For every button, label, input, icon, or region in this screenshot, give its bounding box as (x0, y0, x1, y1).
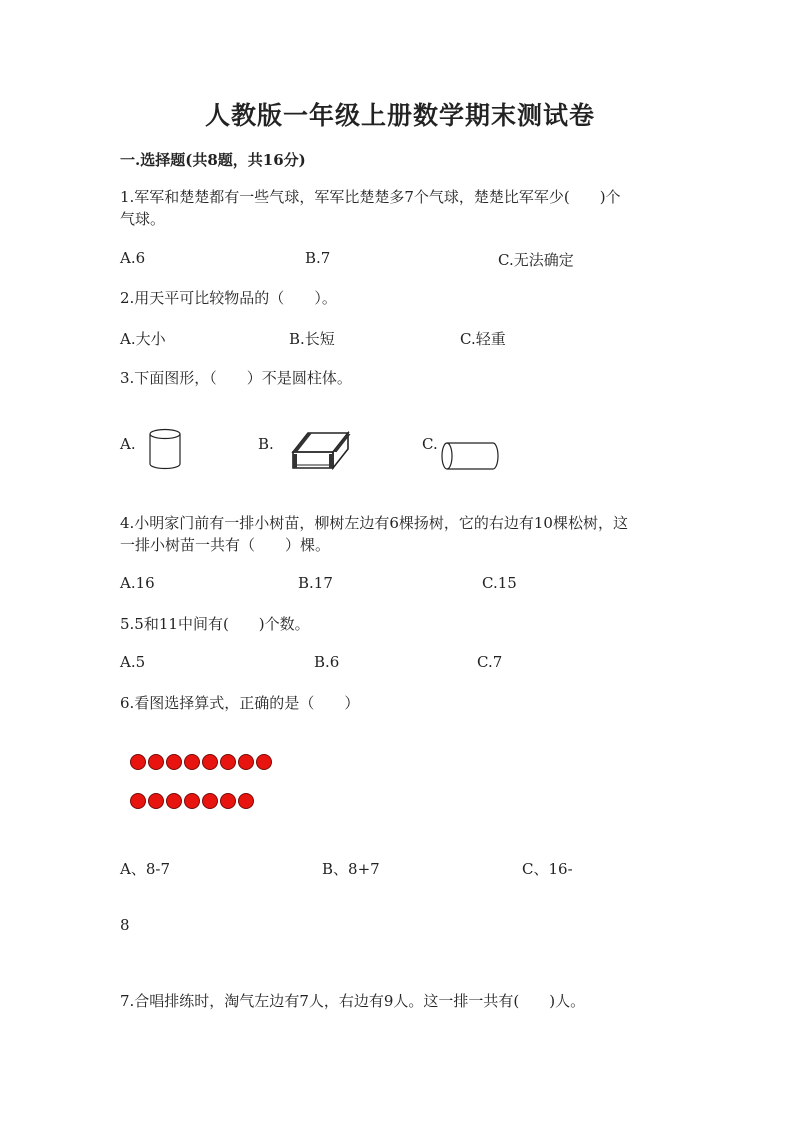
question-6-option-a[interactable]: A、8-7 (120, 860, 170, 878)
question-6-option-b[interactable]: B、8+7 (322, 860, 380, 878)
question-6-option-c[interactable]: C、16- (522, 860, 573, 878)
question-4-option-a[interactable]: A.16 (120, 574, 155, 592)
question-5-option-c[interactable]: C.7 (477, 653, 503, 671)
red-dot (202, 754, 218, 770)
question-1-text-line2: 气球。 (120, 210, 166, 228)
question-1-option-c[interactable]: C.无法确定 (498, 251, 574, 269)
cylinder-horizontal-icon (440, 440, 502, 472)
cuboid-icon (290, 428, 354, 472)
question-4-option-b[interactable]: B.17 (298, 574, 333, 592)
question-2-option-b[interactable]: B.长短 (289, 330, 335, 348)
question-1-option-a[interactable]: A.6 (120, 249, 146, 267)
question-2-option-c[interactable]: C.轻重 (460, 330, 506, 348)
page-title: 人教版一年级上册数学期末测试卷 (204, 101, 595, 130)
question-1-option-b[interactable]: B.7 (305, 249, 331, 267)
red-dot (166, 754, 182, 770)
question-2-text: 2.用天平可比较物品的（ ）。 (120, 289, 337, 307)
red-dot (184, 793, 200, 809)
red-dot (184, 754, 200, 770)
question-7-text: 7.合唱排练时，淘气左边有7人，右边有9人。这一排一共有( )人。 (120, 992, 586, 1010)
question-2-option-a[interactable]: A.大小 (120, 330, 166, 348)
red-dot (220, 754, 236, 770)
question-3-option-b[interactable]: B. (258, 435, 274, 453)
question-4-text-line1: 4.小明家门前有一排小树苗，柳树左边有6棵扬树，它的右边有10棵松树，这 (120, 514, 628, 532)
red-dot (256, 754, 272, 770)
question-6-text: 6.看图选择算式，正确的是（ ） (120, 694, 360, 712)
red-dot (148, 754, 164, 770)
question-3-option-c[interactable]: C. (422, 435, 438, 453)
red-dot (238, 754, 254, 770)
red-dot (130, 754, 146, 770)
red-dot (130, 793, 146, 809)
red-dot (166, 793, 182, 809)
red-dot (238, 793, 254, 809)
question-3-option-a[interactable]: A. (120, 435, 136, 453)
question-5-option-b[interactable]: B.6 (314, 653, 340, 671)
question-6-option-c-wrap: 8 (120, 916, 130, 934)
question-5-option-a[interactable]: A.5 (120, 653, 146, 671)
question-4-option-c[interactable]: C.15 (482, 574, 517, 592)
question-5-text: 5.5和11中间有( )个数。 (120, 615, 310, 633)
section-heading: 一.选择题(共8题，共16分) (120, 151, 306, 169)
question-4-text-line2: 一排小树苗一共有（ ）棵。 (120, 536, 331, 554)
red-dot (202, 793, 218, 809)
cylinder-upright-icon (148, 428, 188, 470)
dot-row-top (130, 754, 272, 770)
question-1-text-line1: 1.军军和楚楚都有一些气球，军军比楚楚多7个气球，楚楚比军军少( )个 (120, 188, 621, 206)
question-3-text: 3.下面图形，（ ）不是圆柱体。 (120, 369, 352, 387)
red-dot (148, 793, 164, 809)
dot-row-bottom (130, 793, 254, 809)
red-dot (220, 793, 236, 809)
